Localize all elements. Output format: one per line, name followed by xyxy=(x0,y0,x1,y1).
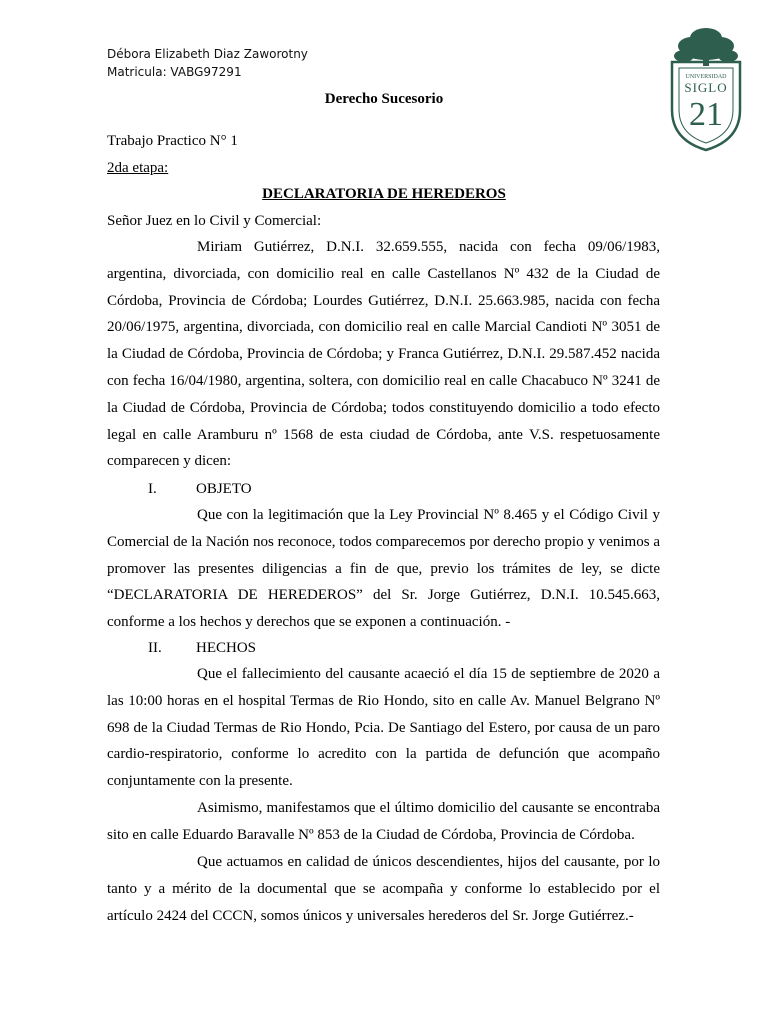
section-title: HECHOS xyxy=(196,640,257,656)
section-numeral: II. xyxy=(148,640,162,656)
logo-number: 21 xyxy=(689,96,723,133)
university-crest-icon xyxy=(664,24,748,154)
section-numeral: I. xyxy=(148,481,157,497)
logo-name: SIGLO xyxy=(684,80,728,95)
intro-paragraph: Miriam Gutiérrez, D.N.I. 32.659.555, nacida con fecha 09/06/1983, argentina, divorciada, con domicilio real en calle Castellanos Nº 432 de la Ciudad de Córdoba, Provincia de Córdoba; Lourdes Gutiérrez, D.N.I. 25.663.985, nacida con fecha 20/06/1975, argentina, divorciada, con domicilio real en calle Marcial Candioti Nº 3051 de la Ciudad de Córdoba, Provincia de Córdoba; y Franca Gutiérrez, D.N.I. 29.587.452 nacida con fecha 16/04/1980, argentina, soltera, con domicilio real en calle Chacabuco Nº 3241 de la Ciudad de Córdoba, Provincia de Córdoba; todos constituyendo domicilio a todo efecto legal en calle Aramburu nº 1568 de esta ciudad de Córdoba, ante V.S. respetuosamente comparecen y dicen: xyxy=(107,239,660,470)
body-paragraph: Que con la legitimación que la Ley Provincial Nº 8.465 y el Código Civil y Comercial de la Nación nos reconoce, todos comparecemos por derecho propio y venimos a promover las presentes diligencias a fin de que, previo los trámites de ley, se dicte “DECLARATORIA DE HEREDEROS” del Sr. Jorge Gutiérrez, D.N.I. 10.545.663, conforme a los hechos y derechos que se exponen a continuación. - xyxy=(107,507,660,631)
stage-label: 2da etapa: xyxy=(107,160,169,176)
section-title: OBJETO xyxy=(196,481,252,497)
author-id: Matricula: VABG97291 xyxy=(107,65,242,79)
author-name: Débora Elizabeth Diaz Zaworotny xyxy=(107,47,308,61)
work-label: Trabajo Practico N° 1 xyxy=(107,133,238,149)
body-paragraph: Que actuamos en calidad de únicos descendientes, hijos del causante, por lo tanto y a mérito de la documental que se acompaña y conforme lo establecido por el artículo 2424 del CCCN, somos únicos y universales herederos del Sr. Jorge Gutiérrez.- xyxy=(107,854,660,924)
document-title: Derecho Sucesorio xyxy=(324,91,444,107)
body-paragraph: Que el fallecimiento del causante acaeció el día 15 de septiembre de 2020 a las 10:00 horas en el hospital Termas de Rio Hondo, sito en calle Av. Manuel Belgrano Nº 698 de la Ciudad Termas de Rio Hondo, Pcia. De Santiago del Estero, por causa de un paro cardio-respiratorio, conforme lo acredito con la partida de defunción que acompaño conjuntamente con la presente. xyxy=(107,666,660,790)
author-block xyxy=(107,45,308,81)
logo-top-text: UNIVERSIDAD xyxy=(685,74,727,80)
body-paragraph: Asimismo, manifestamos que el último domicilio del causante se encontraba sito en calle Eduardo Baravalle Nº 853 de la Ciudad de Córdoba, Provincia de Córdoba. xyxy=(107,800,660,843)
document-heading: DECLARATORIA DE HEREDEROS xyxy=(262,186,506,202)
salutation: Señor Juez en lo Civil y Comercial: xyxy=(107,213,322,229)
